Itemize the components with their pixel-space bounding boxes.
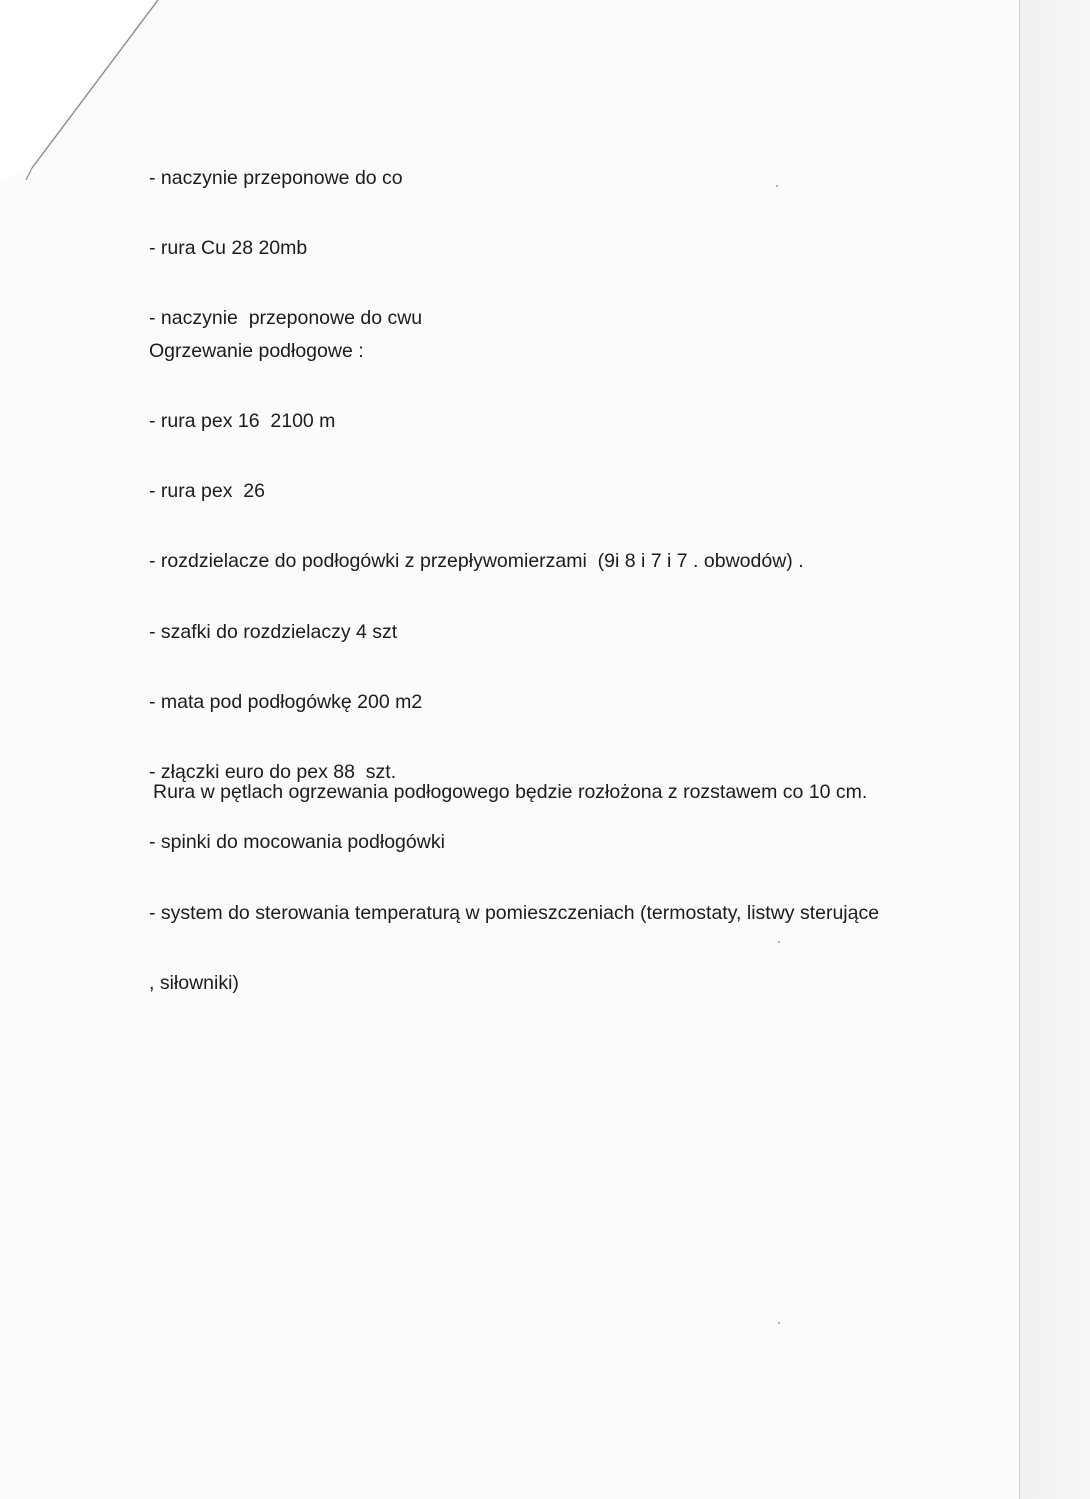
list-item: - naczynie przeponowe do cwu bbox=[149, 307, 423, 330]
list-item: , siłowniki) bbox=[149, 971, 239, 994]
section-heading: Ogrzewanie podłogowe : bbox=[149, 339, 364, 362]
page-edge-line bbox=[1019, 0, 1020, 1499]
list-item: - rura pex 26 bbox=[149, 480, 265, 503]
list-item: - system do sterowania temperaturą w pomieszczeniach (termostaty, listwy sterujące bbox=[149, 901, 880, 924]
list-item: - rura pex 16 2100 m bbox=[149, 410, 336, 433]
list-item: - spinki do mocowania podłogówki bbox=[149, 831, 445, 854]
list-item: - złączki euro do pex 88 szt. bbox=[149, 761, 397, 784]
pipe-spacing-note: Rura w pętlach ogrzewania podłogowego będzie rozłożona z rozstawem co 10 cm. bbox=[153, 781, 868, 803]
list-item: - rozdzielacze do podłogówki z przepływomierzami (9i 8 i 7 i 7 . obwodów) . bbox=[149, 550, 804, 573]
list-item: - mata pod podłogówkę 200 m2 bbox=[149, 690, 423, 713]
page-edge-shadow bbox=[1020, 0, 1090, 1499]
scan-speck bbox=[778, 1322, 780, 1324]
floor-heating-section bbox=[149, 293, 879, 1042]
list-item: - naczynie przeponowe do co bbox=[149, 166, 403, 189]
list-item: - rura Cu 28 20mb bbox=[149, 237, 308, 260]
scan-speck bbox=[776, 185, 778, 187]
list-item: - szafki do rozdzielaczy 4 szt bbox=[149, 620, 398, 643]
folded-corner bbox=[0, 0, 160, 180]
